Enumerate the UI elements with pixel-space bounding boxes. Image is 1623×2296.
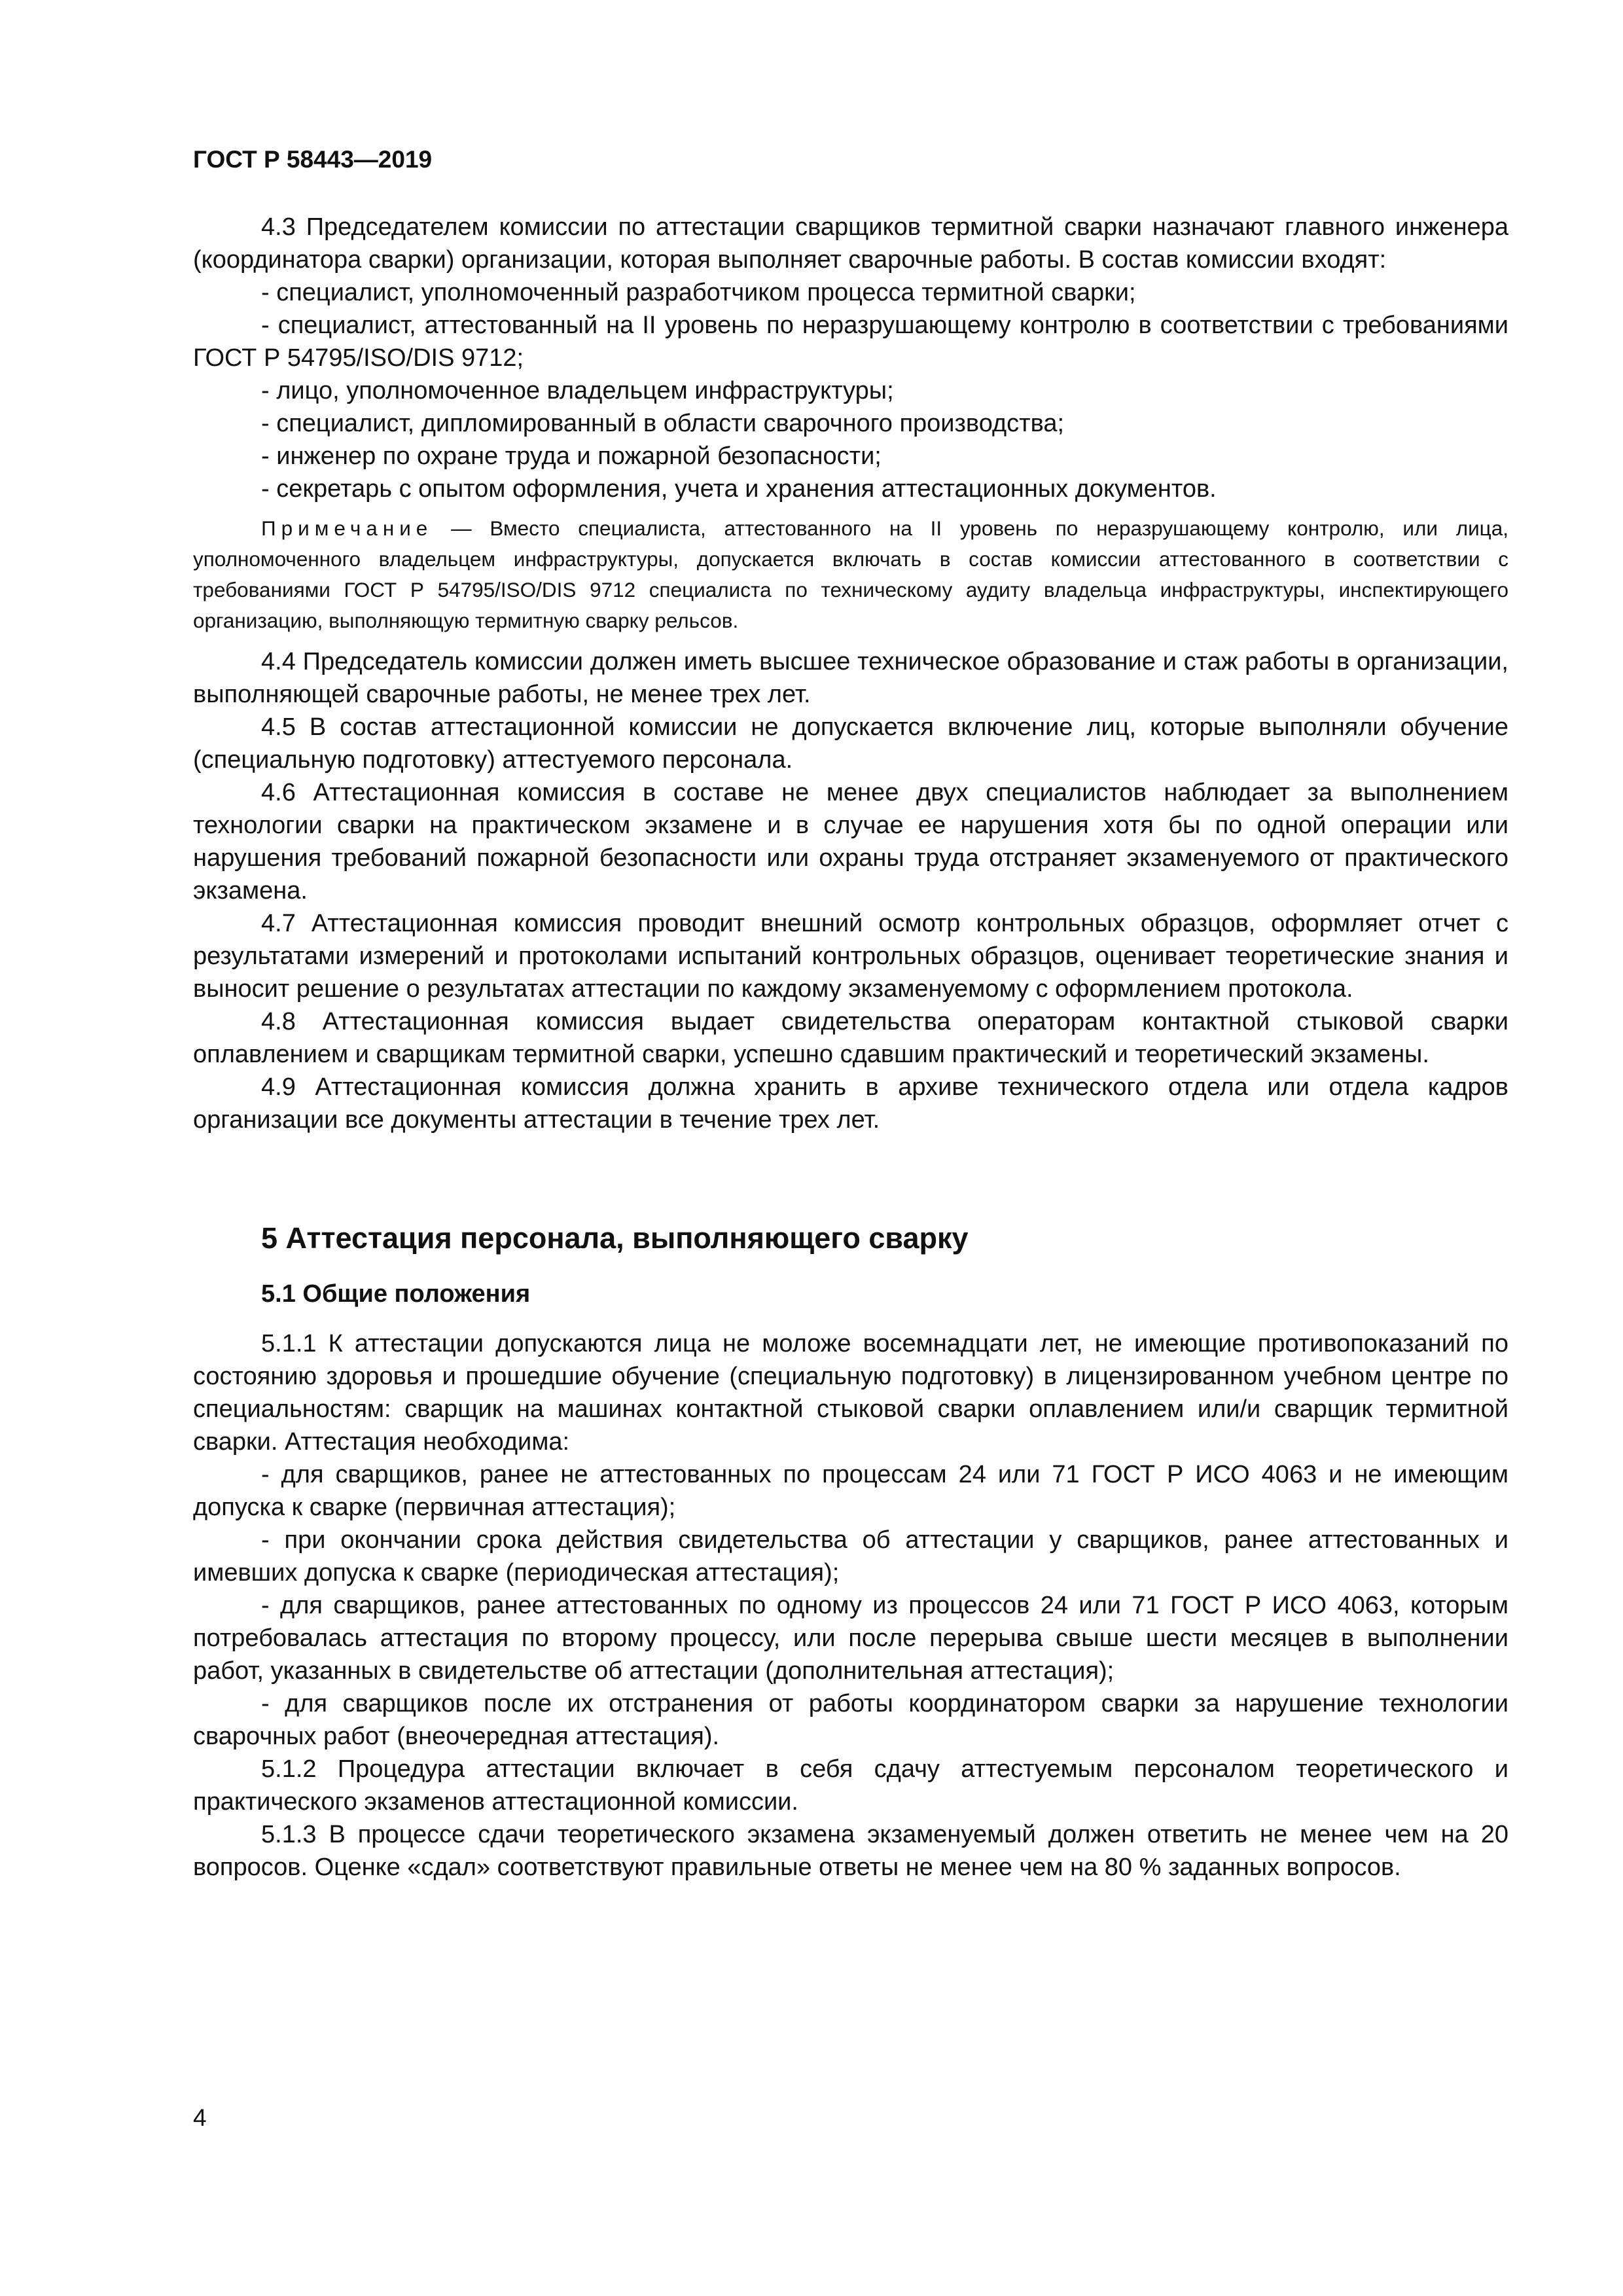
clause-4-3: 4.3 Председателем комиссии по аттестации сварщиков термитной сварки назначают главного инженера (координатора сварки) организации, которая выполняет сварочные работы. В состав комиссии входят: bbox=[193, 213, 1508, 274]
list-item: - лицо, уполномоченное владельцем инфраструктуры; bbox=[261, 377, 894, 404]
list-item: - секретарь с опытом оформления, учета и хранения аттестационных документов. bbox=[261, 475, 1217, 503]
list-item: - специалист, уполномоченный разработчиком процесса термитной сварки; bbox=[261, 279, 1136, 306]
list-item: - специалист, аттестованный на II уровень по неразрушающему контролю в соответствии с требованиями ГОСТ Р 54795/ISO/DIS 9712; bbox=[193, 312, 1508, 372]
page-number: 4 bbox=[193, 2104, 207, 2131]
note-paragraph bbox=[193, 513, 1508, 636]
note-text: — Вместо специалиста, аттестованного на II уровень по неразрушающему контролю, или лица, уполномоченного владельцем инфраструктуры, допускается включать в состав комиссии аттестованного в соответствии с требованиями ГОСТ Р 54795/ISO/DIS 9712 специалиста по техническому аудиту владельца инфраструктуры, инспектирующего организацию, выполняющую термитную сварку рельсов. bbox=[193, 516, 1508, 632]
clause-4-9: 4.9 Аттестационная комиссия должна хранить в архиве технического отдела или отдела кадров организации все документы аттестации в течение трех лет. bbox=[193, 1073, 1508, 1134]
note-label: Примечание bbox=[261, 516, 433, 540]
list-item: - для сварщиков, ранее аттестованных по одному из процессов 24 или 71 ГОСТ Р ИСО 4063, которым потребовалась аттестация по второму процессу, или после перерыва свыше шести месяцев в выполнении работ, указанных в свидетельстве об аттестации (дополнительная аттестация); bbox=[193, 1592, 1508, 1685]
clause-4-8: 4.8 Аттестационная комиссия выдает свидетельства операторам контактной стыковой сварки оплавлением и сварщикам термитной сварки, успешно сдавшим практический и теоретический экзамены. bbox=[193, 1008, 1508, 1068]
list-item: - инженер по охране труда и пожарной безопасности; bbox=[261, 442, 882, 470]
list-item: - специалист, дипломированный в области сварочного производства; bbox=[261, 410, 1065, 437]
list-item: - для сварщиков, ранее не аттестованных по процессам 24 или 71 ГОСТ Р ИСО 4063 и не имеющим допуска к сварке (первичная аттестация); bbox=[193, 1461, 1508, 1521]
document-code-header: ГОСТ Р 58443—2019 bbox=[193, 146, 433, 173]
list-item: - при окончании срока действия свидетельства об аттестации у сварщиков, ранее аттестованных и имевших допуска к сварке (периодическая аттестация); bbox=[193, 1526, 1508, 1587]
list-item: - для сварщиков после их отстранения от работы координатором сварки за нарушение технологии сварочных работ (внеочередная аттестация). bbox=[193, 1690, 1508, 1750]
clause-5-1-3: 5.1.3 В процессе сдачи теоретического экзамена экзаменуемый должен ответить не менее чем на 20 вопросов. Оценке «сдал» соответствуют правильные ответы не менее чем на 80 % заданных вопросов. bbox=[193, 1821, 1508, 1881]
clause-5-1-1: 5.1.1 К аттестации допускаются лица не моложе восемнадцати лет, не имеющие противопоказаний по состоянию здоровья и прошедшие обучение (специальную подготовку) в лицензированном учебном центре по специальностям: сварщик на машинах контактной стыковой сварки оплавлением или/и сварщик термитной сварки. Аттестация необходима: bbox=[193, 1330, 1508, 1456]
clause-4-4: 4.4 Председатель комиссии должен иметь высшее техническое образование и стаж работы в организации, выполняющей сварочные работы, не менее трех лет. bbox=[193, 648, 1508, 708]
subsection-5-1-title: 5.1 Общие положения bbox=[261, 1280, 531, 1308]
document-page bbox=[193, 144, 1508, 1884]
clause-4-7: 4.7 Аттестационная комиссия проводит внешний осмотр контрольных образцов, оформляет отчет с результатами измерений и протоколами испытаний контрольных образцов, оценивает теоретические знания и выносит решение о результатах аттестации по каждому экзаменуемому с оформлением протокола. bbox=[193, 910, 1508, 1003]
section-5-title: 5 Аттестация персонала, выполняющего сварку bbox=[261, 1221, 969, 1255]
clause-4-6: 4.6 Аттестационная комиссия в составе не менее двух специалистов наблюдает за выполнением технологии сварки на практическом экзамене и в случае ее нарушения хотя бы по одной операции или нарушения требований пожарной безопасности или охраны труда отстраняет экзаменуемого от практического экзамена. bbox=[193, 779, 1508, 905]
clause-4-5: 4.5 В состав аттестационной комиссии не допускается включение лиц, которые выполняли обучение (специальную подготовку) аттестуемого персонала. bbox=[193, 713, 1508, 774]
clause-5-1-2: 5.1.2 Процедура аттестации включает в себя сдачу аттестуемым персоналом теоретического и практического экзаменов аттестационной комиссии. bbox=[193, 1755, 1508, 1816]
